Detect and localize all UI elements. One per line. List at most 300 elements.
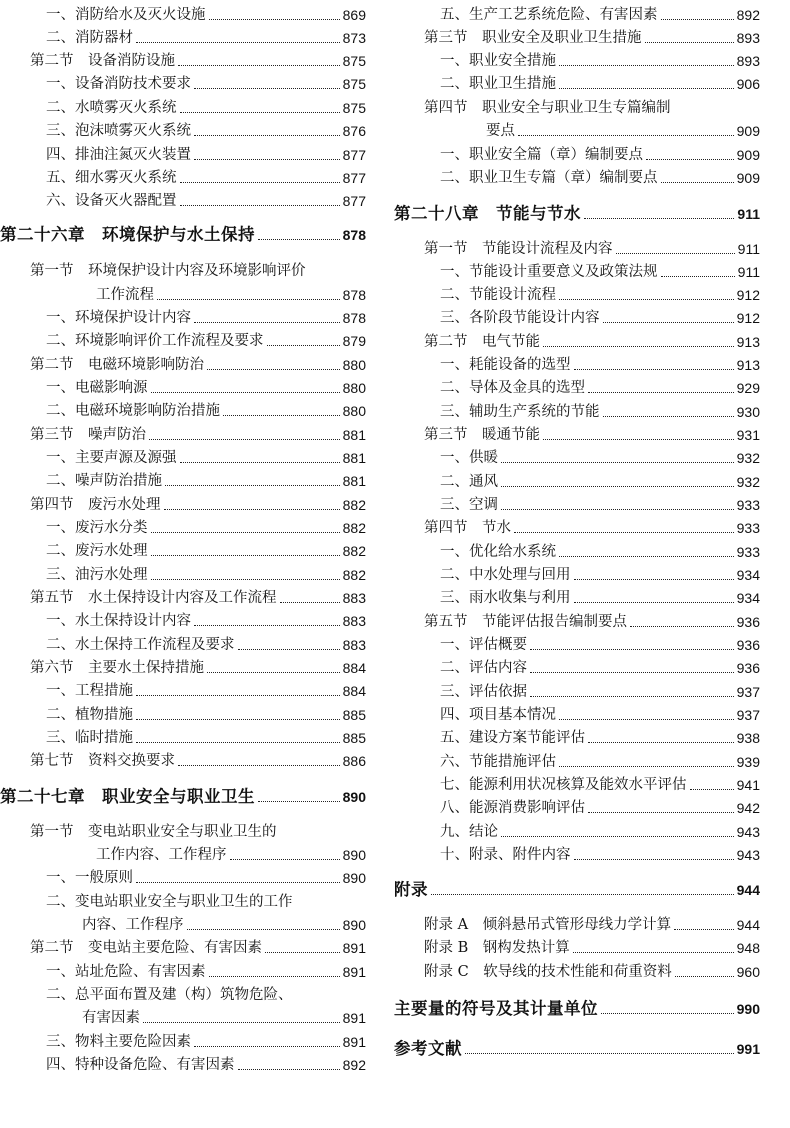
toc-entry-cont xyxy=(0,840,366,864)
toc-entry-item xyxy=(394,747,760,771)
toc-entry-item xyxy=(394,467,760,491)
toc-entry-title: 第二节 电气节能 xyxy=(424,334,540,350)
toc-entry-chapter xyxy=(394,994,760,1018)
toc-entry-section xyxy=(0,350,366,374)
leader-dots xyxy=(223,415,340,416)
leader-dots xyxy=(180,112,340,113)
leader-dots xyxy=(530,649,734,650)
toc-entry-page-number: 885 xyxy=(342,730,366,746)
toc-entry-item xyxy=(0,373,366,397)
leader-dots xyxy=(238,649,340,650)
leader-dots xyxy=(559,88,734,89)
toc-entry-title: 第五节 节能评估报告编制要点 xyxy=(424,614,627,630)
leader-dots xyxy=(518,135,734,136)
toc-entry-page-number: 944 xyxy=(736,882,760,898)
toc-entry-page-number: 875 xyxy=(342,100,366,116)
toc-entry-section xyxy=(394,513,760,537)
toc-entry-item xyxy=(0,887,366,911)
toc-entry-item xyxy=(394,537,760,561)
toc-entry-page-number: 932 xyxy=(736,474,760,490)
toc-entry-page-number: 876 xyxy=(342,123,366,139)
toc-entry-page-number: 960 xyxy=(736,964,760,980)
leader-dots xyxy=(574,859,734,860)
toc-entry-title: 二、废污水处理 xyxy=(46,543,148,559)
leader-dots xyxy=(661,19,734,20)
toc-entry-cont xyxy=(0,280,366,304)
toc-entry-page-number: 879 xyxy=(342,333,366,349)
toc-entry-title: 一、工程措施 xyxy=(46,683,133,699)
toc-entry-item xyxy=(0,326,366,350)
toc-entry-item xyxy=(0,863,366,887)
toc-entry-title: 一、职业安全篇（章）编制要点 xyxy=(440,147,643,163)
leader-dots xyxy=(630,626,734,627)
toc-entry-title: 第二节 变电站主要危险、有害因素 xyxy=(30,940,262,956)
toc-entry-page-number: 929 xyxy=(736,380,760,396)
toc-entry-title: 第五节 水土保持设计内容及工作流程 xyxy=(30,590,277,606)
toc-entry-title: 四、特种设备危险、有害因素 xyxy=(46,1057,235,1073)
leader-dots xyxy=(514,532,734,533)
toc-entry-page-number: 943 xyxy=(736,824,760,840)
toc-entry-page-number: 880 xyxy=(342,357,366,373)
toc-entry-page-number: 911 xyxy=(737,241,760,257)
toc-entry-page-number: 890 xyxy=(342,870,366,886)
toc-entry-page-number: 890 xyxy=(342,917,366,933)
toc-entry-title: 一、节能设计重要意义及政策法规 xyxy=(440,264,658,280)
toc-entry-chapter xyxy=(0,782,366,806)
toc-entry-item xyxy=(0,396,366,420)
toc-entry-title: 二、环境影响评价工作流程及要求 xyxy=(46,333,264,349)
toc-entry-title: 四、排油注氮灭火装置 xyxy=(46,147,191,163)
leader-dots xyxy=(267,345,340,346)
leader-dots xyxy=(530,696,734,697)
toc-entry-title: 一、设备消防技术要求 xyxy=(46,76,191,92)
toc-entry-section xyxy=(0,256,366,280)
leader-dots xyxy=(645,42,734,43)
toc-entry-page-number: 912 xyxy=(736,287,760,303)
toc-entry-title: 工作流程 xyxy=(96,287,154,303)
toc-entry-item xyxy=(394,630,760,654)
toc-entry-item xyxy=(394,490,760,514)
toc-entry-item xyxy=(0,560,366,584)
toc-entry-item xyxy=(394,69,760,93)
toc-entry-page-number: 893 xyxy=(736,53,760,69)
toc-entry-page-number: 913 xyxy=(736,334,760,350)
toc-entry-title: 一、废污水分类 xyxy=(46,520,148,536)
toc-entry-page-number: 909 xyxy=(736,170,760,186)
leader-dots xyxy=(258,239,340,240)
toc-entry-title: 一、电磁影响源 xyxy=(46,380,148,396)
toc-entry-item xyxy=(394,770,760,794)
toc-entry-item xyxy=(0,513,366,537)
toc-entry-title: 第二节 设备消防设施 xyxy=(30,53,175,69)
toc-entry-section xyxy=(0,583,366,607)
leader-dots xyxy=(194,322,340,323)
toc-entry-title: 一、耗能设备的选型 xyxy=(440,357,571,373)
toc-entry-title: 二、通风 xyxy=(440,474,498,490)
toc-entry-section xyxy=(0,746,366,770)
toc-entry-page-number: 883 xyxy=(342,637,366,653)
leader-dots xyxy=(690,789,734,790)
toc-entry-section xyxy=(394,234,760,258)
toc-entry-title: 工作内容、工作程序 xyxy=(96,847,227,863)
leader-dots xyxy=(543,346,734,347)
toc-entry-page-number: 936 xyxy=(736,637,760,653)
toc-entry-item xyxy=(0,140,366,164)
leader-dots xyxy=(559,556,734,557)
toc-entry-cont2 xyxy=(0,910,366,934)
toc-entry-item xyxy=(394,583,760,607)
leader-dots xyxy=(675,976,734,977)
toc-entry-title: 第四节 职业安全与职业卫生专篇编制 xyxy=(424,100,671,116)
leader-dots xyxy=(151,579,340,580)
toc-entry-page-number: 930 xyxy=(736,404,760,420)
leader-dots xyxy=(238,1069,340,1070)
toc-entry-title: 二、植物措施 xyxy=(46,707,133,723)
toc-entry-cont3 xyxy=(394,116,760,140)
leader-dots xyxy=(187,929,340,930)
toc-entry-page-number: 875 xyxy=(342,76,366,92)
toc-entry-title: 附录 B 钢构发热计算 xyxy=(424,940,570,956)
toc-entry-page-number: 877 xyxy=(342,147,366,163)
toc-entry-title: 三、评估依据 xyxy=(440,684,527,700)
toc-entry-item xyxy=(394,280,760,304)
leader-dots xyxy=(559,65,734,66)
toc-entry-title: 三、各阶段节能设计内容 xyxy=(440,310,600,326)
toc-entry-section xyxy=(394,327,760,351)
toc-entry-page-number: 941 xyxy=(736,777,760,793)
leader-dots xyxy=(194,159,340,160)
toc-entry-title: 二、噪声防治措施 xyxy=(46,473,162,489)
leader-dots xyxy=(574,579,734,580)
toc-entry-page-number: 933 xyxy=(736,520,760,536)
leader-dots xyxy=(465,1053,734,1054)
leader-dots xyxy=(209,976,340,977)
leader-dots xyxy=(178,65,340,66)
toc-entry-title: 二、评估内容 xyxy=(440,660,527,676)
toc-entry-title: 七、能源利用状况核算及能效水平评估 xyxy=(440,777,687,793)
toc-entry-page-number: 909 xyxy=(736,147,760,163)
toc-entry-title: 二、总平面布置及建（构）筑物危险、 xyxy=(46,987,293,1003)
toc-entry-item xyxy=(0,303,366,327)
toc-entry-item xyxy=(0,606,366,630)
toc-entry-item xyxy=(0,186,366,210)
toc-entry-page-number: 937 xyxy=(736,684,760,700)
toc-entry-item xyxy=(0,980,366,1004)
toc-entry-title: 一、职业安全措施 xyxy=(440,53,556,69)
leader-dots xyxy=(180,182,340,183)
toc-entry-item xyxy=(0,69,366,93)
toc-entry-page-number: 877 xyxy=(342,170,366,186)
leader-dots xyxy=(164,509,340,510)
toc-entry-page-number: 943 xyxy=(736,847,760,863)
toc-entry-title: 二、中水处理与回用 xyxy=(440,567,571,583)
toc-entry-page-number: 875 xyxy=(342,53,366,69)
toc-entry-title: 一、消防给水及灭火设施 xyxy=(46,7,206,23)
toc-entry-item xyxy=(394,677,760,701)
toc-entry-section xyxy=(0,653,366,677)
toc-entry-item xyxy=(394,700,760,724)
toc-entry-page-number: 881 xyxy=(342,450,366,466)
toc-entry-item xyxy=(0,466,366,490)
toc-entry-page-number: 881 xyxy=(342,427,366,443)
toc-entry-item xyxy=(394,303,760,327)
leader-dots xyxy=(209,19,340,20)
toc-entry-title: 第二十八章 节能与节水 xyxy=(394,205,581,223)
toc-entry-title: 第七节 资料交换要求 xyxy=(30,753,175,769)
toc-entry-page-number: 881 xyxy=(342,473,366,489)
leader-dots xyxy=(157,299,340,300)
toc-entry-page-number: 878 xyxy=(342,310,366,326)
toc-entry-title: 二、变电站职业安全与职业卫生的工作 xyxy=(46,894,293,910)
toc-entry-title: 二、职业卫生专篇（章）编制要点 xyxy=(440,170,658,186)
toc-entry-title: 第二十六章 环境保护与水土保持 xyxy=(0,226,255,244)
toc-entry-app xyxy=(394,910,760,934)
toc-entry-item xyxy=(394,163,760,187)
toc-entry-page-number: 934 xyxy=(736,567,760,583)
toc-entry-chapter xyxy=(394,875,760,899)
toc-entry-title: 五、建设方案节能评估 xyxy=(440,730,585,746)
toc-entry-title: 五、细水雾灭火系统 xyxy=(46,170,177,186)
leader-dots xyxy=(194,88,340,89)
toc-entry-title: 一、主要声源及源强 xyxy=(46,450,177,466)
toc-entry-page-number: 885 xyxy=(342,707,366,723)
toc-entry-page-number: 890 xyxy=(342,847,366,863)
toc-entry-item xyxy=(394,373,760,397)
toc-entry-title: 要点 xyxy=(486,123,515,139)
leader-dots xyxy=(143,1022,340,1023)
toc-entry-item xyxy=(394,653,760,677)
leader-dots xyxy=(151,555,340,556)
toc-entry-section xyxy=(0,817,366,841)
toc-entry-title: 三、泡沫喷雾灭火系统 xyxy=(46,123,191,139)
toc-entry-title: 附录 xyxy=(394,881,428,899)
leader-dots xyxy=(603,416,734,417)
toc-entry-title: 六、节能措施评估 xyxy=(440,754,556,770)
toc-entry-item xyxy=(394,817,760,841)
toc-entry-title: 第六节 主要水土保持措施 xyxy=(30,660,204,676)
toc-entry-title: 第二节 电磁环境影响防治 xyxy=(30,357,204,373)
toc-entry-item xyxy=(0,723,366,747)
toc-entry-page-number: 873 xyxy=(342,30,366,46)
toc-entry-title: 五、生产工艺系统危险、有害因素 xyxy=(440,7,658,23)
toc-entry-page-number: 933 xyxy=(736,544,760,560)
toc-entry-page-number: 892 xyxy=(342,1057,366,1073)
leader-dots xyxy=(136,742,340,743)
toc-entry-title: 三、雨水收集与利用 xyxy=(440,590,571,606)
toc-entry-section xyxy=(0,490,366,514)
toc-entry-title: 四、项目基本情况 xyxy=(440,707,556,723)
toc-entry-page-number: 880 xyxy=(342,403,366,419)
toc-entry-title: 二、节能设计流程 xyxy=(440,287,556,303)
leader-dots xyxy=(194,135,340,136)
toc-entry-page-number: 891 xyxy=(342,964,366,980)
toc-entry-title: 二、职业卫生措施 xyxy=(440,76,556,92)
toc-entry-item xyxy=(394,46,760,70)
toc-entry-page-number: 883 xyxy=(342,613,366,629)
toc-entry-title: 三、空调 xyxy=(440,497,498,513)
leader-dots xyxy=(501,836,734,837)
toc-entry-item xyxy=(394,840,760,864)
toc-entry-page-number: 869 xyxy=(342,7,366,23)
leader-dots xyxy=(501,509,734,510)
toc-entry-page-number: 942 xyxy=(736,800,760,816)
toc-entry-item xyxy=(394,0,760,24)
toc-entry-title: 二、导体及金具的选型 xyxy=(440,380,585,396)
toc-entry-page-number: 878 xyxy=(342,227,366,243)
toc-entry-page-number: 884 xyxy=(342,683,366,699)
toc-entry-page-number: 931 xyxy=(736,427,760,443)
toc-entry-item xyxy=(394,443,760,467)
toc-entry-title: 三、临时措施 xyxy=(46,730,133,746)
leader-dots xyxy=(573,952,734,953)
toc-entry-title: 附录 A 倾斜悬吊式管形母线力学计算 xyxy=(424,917,672,933)
leader-dots xyxy=(230,859,340,860)
toc-entry-item xyxy=(0,1050,366,1074)
toc-entry-page-number: 882 xyxy=(342,543,366,559)
toc-entry-title: 附录 C 软导线的技术性能和荷重资料 xyxy=(424,964,672,980)
leader-dots xyxy=(258,801,340,802)
toc-entry-title: 一、环境保护设计内容 xyxy=(46,310,191,326)
leader-dots xyxy=(280,602,340,603)
toc-entry-section xyxy=(394,23,760,47)
leader-dots xyxy=(207,369,340,370)
toc-entry-title: 二、消防器材 xyxy=(46,30,133,46)
toc-entry-cont2 xyxy=(0,1003,366,1027)
toc-entry-app xyxy=(394,957,760,981)
toc-entry-page-number: 886 xyxy=(342,753,366,769)
leader-dots xyxy=(178,765,340,766)
toc-entry-title: 二、水喷雾灭火系统 xyxy=(46,100,177,116)
toc-entry-title: 九、结论 xyxy=(440,824,498,840)
toc-entry-title: 一、优化给水系统 xyxy=(440,544,556,560)
toc-entry-app xyxy=(394,933,760,957)
toc-entry-title: 第一节 节能设计流程及内容 xyxy=(424,241,613,257)
leader-dots xyxy=(194,625,340,626)
toc-entry-title: 第一节 变电站职业安全与职业卫生的 xyxy=(30,824,277,840)
toc-entry-page-number: 937 xyxy=(736,707,760,723)
leader-dots xyxy=(165,485,340,486)
toc-entry-item xyxy=(394,723,760,747)
toc-entry-item xyxy=(0,443,366,467)
leader-dots xyxy=(149,439,340,440)
toc-entry-item xyxy=(394,350,760,374)
leader-dots xyxy=(588,812,734,813)
toc-entry-title: 第三节 暖通节能 xyxy=(424,427,540,443)
leader-dots xyxy=(646,159,734,160)
toc-entry-title: 三、辅助生产系统的节能 xyxy=(440,404,600,420)
toc-entry-title: 三、油污水处理 xyxy=(46,567,148,583)
toc-entry-title: 第三节 职业安全及职业卫生措施 xyxy=(424,30,642,46)
toc-entry-title: 一、水土保持设计内容 xyxy=(46,613,191,629)
toc-entry-item xyxy=(0,116,366,140)
toc-entry-page-number: 891 xyxy=(342,940,366,956)
toc-entry-section xyxy=(0,933,366,957)
toc-entry-title: 第三节 噪声防治 xyxy=(30,427,146,443)
toc-entry-page-number: 891 xyxy=(342,1034,366,1050)
toc-entry-title: 二、水土保持工作流程及要求 xyxy=(46,637,235,653)
toc-entry-item xyxy=(394,397,760,421)
toc-entry-section xyxy=(0,420,366,444)
toc-entry-title: 八、能源消费影响评估 xyxy=(440,800,585,816)
toc-entry-page-number: 884 xyxy=(342,660,366,676)
toc-entry-page-number: 911 xyxy=(737,206,760,222)
toc-entry-item xyxy=(0,1027,366,1051)
toc-entry-title: 一、评估概要 xyxy=(440,637,527,653)
leader-dots xyxy=(559,719,734,720)
toc-entry-page-number: 882 xyxy=(342,520,366,536)
toc-entry-title: 三、物料主要危险因素 xyxy=(46,1034,191,1050)
toc-entry-title: 二、电磁环境影响防治措施 xyxy=(46,403,220,419)
toc-entry-page-number: 891 xyxy=(342,1010,366,1026)
toc-entry-page-number: 893 xyxy=(736,30,760,46)
toc-entry-item xyxy=(0,957,366,981)
toc-entry-title: 第一节 环境保护设计内容及环境影响评价 xyxy=(30,263,306,279)
leader-dots xyxy=(180,205,340,206)
toc-entry-title: 第四节 节水 xyxy=(424,520,511,536)
toc-entry-chapter xyxy=(394,1034,760,1058)
toc-entry-item xyxy=(0,93,366,117)
toc-entry-page-number: 877 xyxy=(342,193,366,209)
leader-dots xyxy=(616,253,735,254)
leader-dots xyxy=(559,299,734,300)
toc-entry-page-number: 883 xyxy=(342,590,366,606)
toc-entry-page-number: 938 xyxy=(736,730,760,746)
toc-entry-item xyxy=(394,140,760,164)
toc-entry-page-number: 882 xyxy=(342,497,366,513)
toc-entry-page-number: 991 xyxy=(736,1041,760,1057)
leader-dots xyxy=(574,369,734,370)
toc-entry-title: 参考文献 xyxy=(394,1040,462,1058)
leader-dots xyxy=(574,602,734,603)
toc-entry-item xyxy=(0,630,366,654)
toc-entry-item xyxy=(0,0,366,24)
toc-entry-page-number: 882 xyxy=(342,567,366,583)
leader-dots xyxy=(584,218,734,219)
toc-entry-page-number: 936 xyxy=(736,660,760,676)
leader-dots xyxy=(431,894,734,895)
toc-entry-title: 第二十七章 职业安全与职业卫生 xyxy=(0,788,255,806)
leader-dots xyxy=(151,532,340,533)
toc-entry-item xyxy=(394,793,760,817)
toc-entry-item xyxy=(0,163,366,187)
toc-entry-chapter xyxy=(0,220,366,244)
leader-dots xyxy=(265,952,340,953)
toc-entry-page-number: 909 xyxy=(736,123,760,139)
leader-dots xyxy=(530,672,734,673)
toc-entry-section xyxy=(394,93,760,117)
toc-entry-item xyxy=(0,23,366,47)
leader-dots xyxy=(543,439,734,440)
toc-entry-title: 有害因素 xyxy=(82,1010,140,1026)
toc-entry-page-number: 936 xyxy=(736,614,760,630)
toc-entry-item xyxy=(394,560,760,584)
toc-entry-title: 十、附录、附件内容 xyxy=(440,847,571,863)
leader-dots xyxy=(136,882,340,883)
toc-entry-page-number: 880 xyxy=(342,380,366,396)
leader-dots xyxy=(136,695,340,696)
leader-dots xyxy=(588,392,734,393)
toc-entry-chapter xyxy=(394,199,760,223)
leader-dots xyxy=(136,719,340,720)
leader-dots xyxy=(501,462,734,463)
leader-dots xyxy=(194,1046,340,1047)
toc-entry-page-number: 906 xyxy=(736,76,760,92)
toc-entry-title: 六、设备灭火器配置 xyxy=(46,193,177,209)
toc-entry-section xyxy=(394,607,760,631)
toc-entry-page-number: 892 xyxy=(736,7,760,23)
toc-entry-item xyxy=(0,676,366,700)
leader-dots xyxy=(588,742,734,743)
